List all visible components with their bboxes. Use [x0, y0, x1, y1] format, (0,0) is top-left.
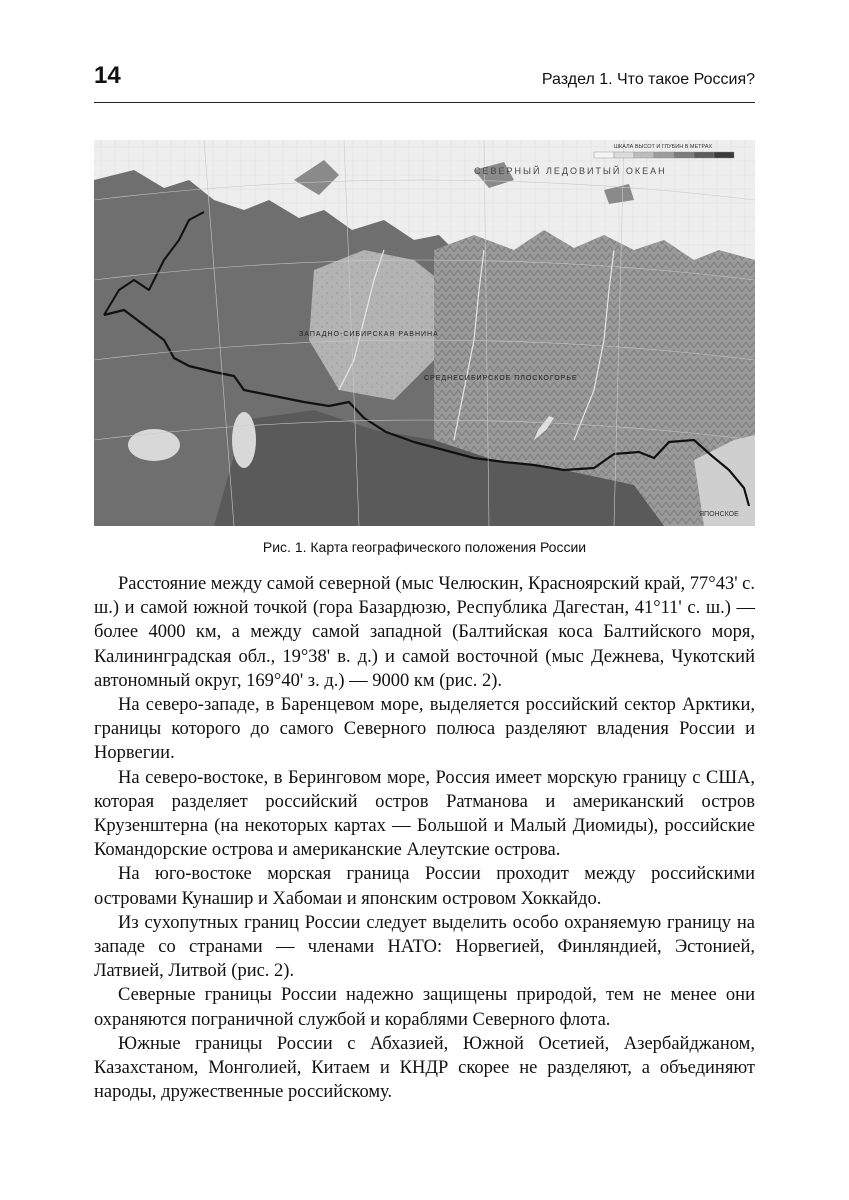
- map-illustration: [94, 140, 755, 526]
- paragraph: На северо-западе, в Баренцевом море, выделяется российский сектор Арктики, границы которого до самого Северного полюса разделяют владения России и Норвегии.: [94, 695, 755, 764]
- label-arctic-ocean: СЕВЕРНЫЙ ЛЕДОВИТЫЙ ОКЕАН: [474, 166, 667, 176]
- label-central-plateau: СРЕДНЕСИБИРСКОЕ ПЛОСКОГОРЬЕ: [424, 375, 578, 382]
- paragraph: Расстояние между самой северной (мыс Челюскин, Красноярский край, 77°43' с. ш.) и самой южной точкой (гора Базардюзю, Республика Дагестан, 41°11' с. ш.) — более 4000 км, а между самой западной (Балтийская коса Балтийского моря, Калининградская обл., 19°38' в. д.) и самой восточной (мыс Дежнева, Чукотский автономный округ, 169°40' з. д.) — 9000 км (рис. 2).: [94, 574, 755, 691]
- caspian-sea: [232, 412, 256, 468]
- label-sea-of-japan: ЯПОНСКОЕ: [699, 511, 739, 518]
- running-head: Раздел 1. Что такое Россия?: [541, 71, 755, 88]
- body-text: [94, 572, 755, 1104]
- paragraph: Из сухопутных границ России следует выделить особо охраняемую границу на западе со странами — членами НАТО: Норвегией, Финляндией, Эстонией, Латвией, Литвой (рис. 2).: [94, 912, 755, 982]
- paragraph: На северо-востоке, в Беринговом море, Россия имеет морскую границу с США, которая разделяет российский остров Ратманова и американский остров Крузенштерна (на некоторых картах — Большой и Малый Диомиды), российские Командорские острова и американские Алеутские острова.: [94, 767, 755, 861]
- scale-title: ШКАЛА ВЫСОТ И ГЛУБИН В МЕТРАХ: [614, 144, 713, 150]
- figure-caption: Рис. 1. Карта географического положения России: [262, 539, 587, 555]
- paragraph: Северные границы России надежно защищены природой, тем не менее они охраняются пограничной службой и кораблями Северного флота.: [94, 985, 755, 1030]
- label-west-siberian-plain: ЗАПАДНО-СИБИРСКАЯ РАВНИНА: [299, 331, 439, 338]
- paragraph: Южные границы России с Абхазией, Южной Осетией, Азербайджаном, Казахстаном, Монголией, Китаем и КНДР скорее не разделяют, а объединяют народы, дружественные российскому.: [94, 1033, 755, 1103]
- black-sea: [128, 429, 180, 461]
- paragraph: На юго-востоке морская граница России проходит между российскими островами Кунашир и Хабомаи и японским островом Хоккайдо.: [94, 864, 755, 909]
- page-number: 14: [94, 62, 121, 89]
- header-divider: [94, 102, 755, 103]
- russia-physical-map: [94, 140, 755, 526]
